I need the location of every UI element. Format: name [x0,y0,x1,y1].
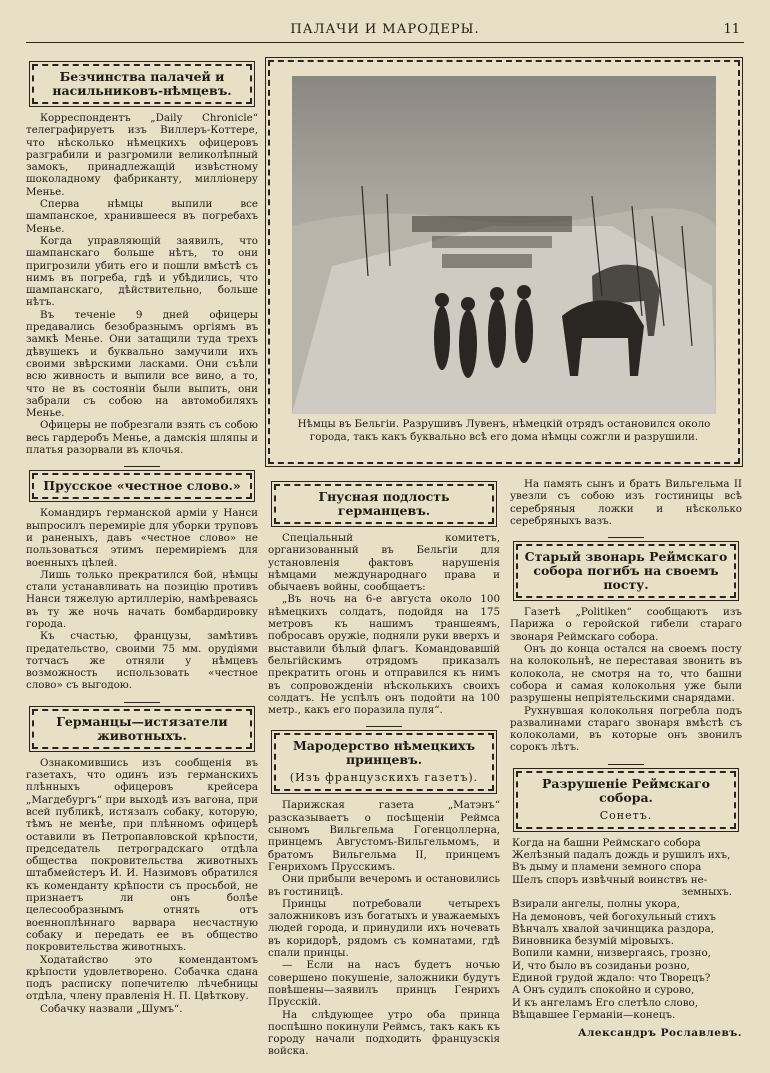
paragraph: Командиръ германской армiи у Нанси выпросилъ перемирiе для уборки труповъ и раненыхъ, давъ «честное слово» не пользоваться этимъ перемирiемъ для военныхъ цѣлей. [26,507,258,569]
page-number: 11 [723,22,740,37]
article-subtitle: Сонетъ. [599,808,653,822]
poem-line: Вопили камни, низвергаясь, грозно, [512,947,711,960]
photo-illustration [292,76,716,414]
separator-rule [124,466,160,467]
photo-german-troops-louvain [292,76,716,414]
paragraph: Спецiальный комитетъ, организованный въ Бельгiи для установленiя фактовъ нарушенiя нѣмцами международнаго права и обычаевъ войны, сообщаетъ: [268,532,500,594]
poem-line: И къ ангеламъ Его слетѣло слово, [512,996,698,1009]
poem-line: Желѣзный падалъ дождь и рушилъ ихъ, [512,849,731,862]
paragraph: — Если на насъ будетъ ночью совершено покушенiе, заложники будутъ повѣшены—заявилъ принцъ Генрихъ Прусскiй. [268,959,500,1009]
separator-rule [124,702,160,703]
poem-line: Взирали ангелы, полны укора, [512,898,680,911]
running-title: ПАЛАЧИ И МАРОДЕРЫ. [290,22,480,37]
paragraph: Рухнувшая колокольня погребла подъ развалинами стараго звонаря вмѣстѣ съ колоколами, въ которые онъ звонилъ сорокъ лѣтъ. [510,704,742,754]
poem-line: Шелъ споръ извѣчный воинствъ не- [512,873,708,886]
article-title-zvonar: Старый звонарь Реймскаго собора погибъ на своемъ посту. [516,544,736,598]
poem-line: И, что было въ созиданьи розно, [512,959,690,972]
article-title-text: Разрушенiе Реймскаго собора. [541,775,711,805]
article-title-razrushenie [516,771,736,829]
paragraph: Ознакомившись изъ сообщенiя въ газетахъ, что одинъ изъ германскихъ плѣнныхъ офицеровъ крейсера „Магдебургъ“ при выходѣ изъ вагона, при всей публикѣ, истязалъ собаку, которую, тѣмъ не менѣе, при плѣнномъ офицерѣ оставили въ Петропавловской крѣпости, председатель петроградскаго отдѣла общества покровительства животныхъ штабмейстеръ И. И. Назимовъ обратился къ коменданту крѣпости съ просьбой, не признаетъ ли онъ болѣе целесообразнымъ отнять отъ военноплѣннаго варвара несчастную собаку и передать ее въ общество покровительства животныхъ. [26,756,258,954]
paragraph: „Въ ночь на 6-е августа около 100 нѣмецкихъ солдатъ, подойдя на 175 метровъ къ нашимъ траншеямъ, побросавъ оружiе, подняли руки вверхъ и выставили бѣлый флагъ. Командовавшiй бельгiйскимъ отрядомъ приказалъ прекратить огонь и отправился къ нимъ въ сопровожденiи нѣсколькихъ своихъ солдатъ. Не успѣлъ онъ подойти на 100 метр., какъ его поразила пуля“. [268,593,500,717]
paragraph: Корреспондентъ „Daily Chronicle“ телеграфируетъ изъ Виллеръ-Коттере, что нѣсколько нѣмецкихъ офицеровъ разграбили и разгромили великолѣпный замокъ, принадлежащiй извѣстному шоколадному фабриканту, миллiонеру Менье. [26,112,258,198]
article-title-bezchinstva: Безчинства палачей и насильниковъ-нѣмцевъ. [32,64,252,104]
paragraph: Къ счастью, французы, замѣтивъ предательство, своими 75 мм. орудiями тотчасъ же отняли у нѣмцевъ возможность использовать «честное слово» съ выгодою. [26,630,258,692]
article-title-gnusnaya: Гнусная подлость германцевъ. [274,484,494,524]
poem-line: Вѣнчалъ хвалой зачинщика раздора, [512,922,715,935]
poem-line: земныхъ. [681,885,732,898]
article-subtitle: (Изъ французскихъ газетъ). [289,771,479,785]
poem-line: Въ дыму и пламени земного спора [512,861,702,874]
photo-caption: Нѣмцы въ Бельгiи. Разрушивъ Лувенъ, нѣмецкiй отрядъ остановился около города, такъ какъ буквально всѣ его дома нѣмцы сожгли и разрушили. [297,418,711,443]
paragraph: На слѣдующее утро оба принца поспѣшно покинули Реймсъ, такъ какъ къ городу начали подходить французскiя войска. [268,1008,500,1058]
poem-line: Когда на башни Реймскаго собора [512,836,701,849]
paragraph: Когда управляющiй заявилъ, что шампанскаго больше нѣтъ, то они пригрозили убить его и пошли вмѣстѣ съ нимъ въ погреба, гдѣ и убѣдились, что шампанскаго, дѣйствительно, больше нѣтъ. [26,234,258,309]
paragraph: Принцы потребовали четырехъ заложниковъ изъ богатыхъ и уважаемыхъ людей города, и принудили ихъ ночевать въ коридорѣ, рядомъ съ комнатами, гдѣ спали принцы. [268,897,500,960]
left-column [26,58,258,1015]
header-rule [26,42,744,43]
paragraph: Сперва нѣмцы выпили все шампанское, хранившееся въ погребахъ Менье. [26,198,258,235]
separator-rule [366,726,402,727]
paragraph: Газетѣ „Politiken“ сообщаютъ изъ Парижа о геройской гибели стараго звонаря Реймскаго собора. [510,606,742,643]
paragraph: Онъ до конца остался на своемъ посту на колокольнѣ, не переставая звонить въ колокола, не смотря на то, что башни собора и самая колокольня уже были разрушены непрiятельскими снарядами. [510,643,742,705]
article-title-maroderstvo [274,733,494,791]
article-title-germantsy: Германцы—истязатели животныхъ. [32,709,252,749]
right-column [510,478,742,1039]
sonnet [510,837,742,1021]
paragraph: Офицеры не побрезгали взять съ собою весь гардеробъ Менье, а дамскiя шляпы и платья разорвали въ клочья. [26,419,258,457]
paragraph: Ходатайство это комендантомъ крѣпости удовлетворено. Собачка сдана подъ расписку попечителю лѣчебницы отдѣла, члену правленiя Н. П. Цвѣткову. [26,953,258,1003]
separator-rule [608,764,644,765]
paragraph: Въ теченiе 9 дней офицеры предавались безобразнымъ оргiямъ въ замкѣ Менье. Они затащили туда трехъ дѣвушекъ и буквально замучили ихъ своими звѣрскими ласками. Они съѣли всю живность и выпили все вино, а то, что не въ состоянiи были выпить, они забрали съ собою на автомобиляхъ Менье. [26,308,258,420]
middle-column [268,478,500,1058]
paragraph: Лишь только прекратился бой, нѣмцы стали устанавливать на позицiю противъ Нанси тяжелую артиллерiю, намѣреваясь въ ту же ночь начать бомбардировку города. [26,568,258,630]
photo-frame [268,60,740,464]
poem-line: Виновника безумiй мiровыхъ. [512,935,674,948]
poem-author: Александръ Рославлевъ. [577,1027,742,1040]
article-title-text: Мародерство нѣмецкихъ принцевъ. [292,738,476,768]
paragraph: Парижская газета „Матэнъ“ разсказываетъ о посѣщенiи Реймса сыномъ Вильгельма Гогенцоллерна, принцемъ Августомъ-Вильгельмомъ, и братомъ Вильгельма II, принцемъ Генрихомъ Прусскимъ. [268,799,500,873]
poem-line: На демоновъ, чей богохульный стихъ [512,910,716,923]
separator-rule [608,537,644,538]
poem-line: Единой грудой ждало: что Творецъ? [512,972,711,985]
poem-line: А Онъ судилъ спокойно и сурово, [512,984,695,997]
paragraph: Они прибыли вечеромъ и остановились въ гостиницѣ. [268,873,500,898]
paragraph: На память сынъ и братъ Вильгельма II увезли съ собою изъ гостиницы всѣ серебряныя ложки и нѣсколько серебряныхъ вазъ. [510,478,742,527]
paragraph: Собачку назвали „Шумъ“. [40,1002,183,1015]
article-title-prusskoe: Прусское «честное слово.» [32,473,252,499]
poem-line: Вѣщавшее Германiи—конецъ. [512,1008,676,1021]
